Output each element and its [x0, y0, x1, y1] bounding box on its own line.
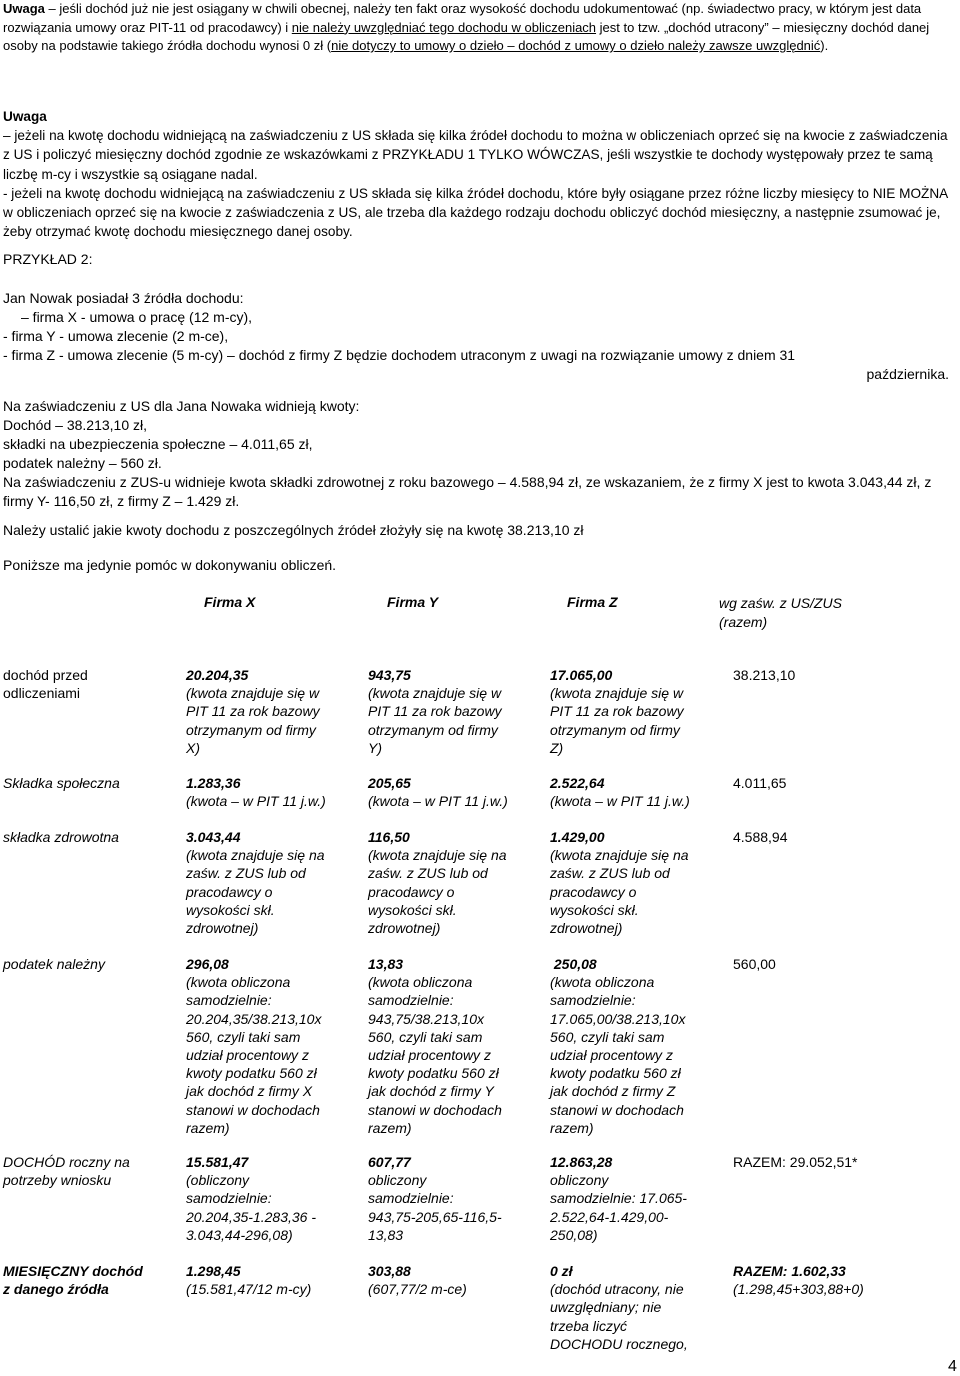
- row-total-value: 4.011,65: [733, 775, 787, 791]
- cell-value: 20.204,35: [186, 667, 249, 683]
- header-firma-z: Firma Z: [567, 594, 618, 610]
- cell-note: (kwota znajduje się na zaśw. z ZUS lub od pracodawcy o wysokości skł. zdrowotnej): [550, 847, 689, 937]
- cell-value: 12.863,28: [550, 1154, 613, 1170]
- header-total: [719, 594, 842, 632]
- cell-value: 13,83: [368, 956, 404, 972]
- row-total: [733, 666, 795, 684]
- top-note-quote: „dochód utracony” – miesięczny dochód danej osoby na podstawie takiego źródła dochodu wynosi 0 zł (: [3, 19, 930, 53]
- row-total: [733, 955, 776, 973]
- cell-note: (kwota – w PIT 11 j.w.): [550, 793, 690, 810]
- cell-note: (kwota obliczona samodzielnie: 943,75/38.213,10x 560, czyli taki sam udział procentowy z kwoty podatku 560 zł jak dochód z firmy Y stanowi w dochodach razem): [368, 974, 502, 1136]
- cell-value: 15.581,47: [186, 1154, 249, 1170]
- cell-firma-x: [186, 955, 321, 1137]
- cell-firma-z: [550, 774, 690, 810]
- top-note-close: ).: [820, 38, 829, 53]
- cell-value: 607,77: [368, 1154, 411, 1170]
- row-total: [733, 774, 786, 792]
- source-3-cont: października.: [866, 366, 949, 382]
- cell-firma-z: [550, 828, 689, 937]
- header-firma-x: Firma X: [204, 594, 256, 610]
- source-3: - firma Z - umowa zlecenie (5 m-cy) – dochód z firmy Z będzie dochodem utraconym z uwagi na rozwiązanie umowy z dniem 31: [3, 347, 796, 363]
- row-total: [733, 1262, 864, 1298]
- sources-intro: Jan Nowak posiadał 3 źródła dochodu:: [3, 290, 244, 306]
- row-total: [733, 1153, 858, 1171]
- row-label: DOCHÓD roczny na potrzeby wniosku: [3, 1154, 130, 1189]
- cell-value: 1.298,45: [186, 1263, 241, 1279]
- cell-note: (kwota – w PIT 11 j.w.): [186, 793, 326, 810]
- cert-line-3: podatek należny – 560 zł.: [3, 455, 162, 471]
- uwaga-paragraph-1: – jeżeli na kwotę dochodu widniejącą na zaświadczeniu z US składa się kilka źródeł dochodu to można w obliczeniach oprzeć się na kwocie z zaświadczenia z US i policzyć miesięczny dochód zgodnie ze wskazówkami z PRZYKŁADU 1 TYLKO WÓWCZAS, jeśli wszystkie te dochody występowały przez te samą liczbę m-cy i wszystkie są osiągane nadal.: [3, 128, 948, 182]
- cell-firma-y: [368, 666, 502, 757]
- header-total-line-1: wg zaśw. z US/ZUS: [719, 595, 842, 611]
- cell-firma-z: [550, 1153, 687, 1244]
- cell-firma-x: [186, 1153, 316, 1244]
- cell-firma-z: [550, 1262, 688, 1353]
- uwaga-section: [3, 107, 953, 241]
- cert-line-2: składki na ubezpieczenia społeczne – 4.011,65 zł,: [3, 436, 313, 452]
- cell-value: 1.429,00: [550, 829, 605, 845]
- help-block: [3, 556, 953, 575]
- cell-firma-y: [368, 1153, 502, 1244]
- example-heading-block: [3, 250, 953, 269]
- cell-note: (kwota znajduje się na zaśw. z ZUS lub od pracodawcy o wysokości skł. zdrowotnej): [186, 847, 325, 937]
- header-firma-y: Firma Y: [387, 594, 439, 610]
- cell-firma-z: [550, 666, 684, 757]
- row-total-value: 4.588,94: [733, 829, 788, 845]
- cell-value: 250,08: [550, 956, 597, 972]
- task-text: Należy ustalić jakie kwoty dochodu z poszczególnych źródeł złożyły się na kwotę 38.213,10 zł: [3, 522, 584, 538]
- cell-note: (obliczony samodzielnie: 20.204,35-1.283,36 - 3.043,44-296,08): [186, 1172, 316, 1243]
- cell-note: (kwota znajduje się w PIT 11 za rok bazowy otrzymanym od firmy X): [186, 685, 320, 756]
- row-label: dochód przed odliczeniami: [3, 667, 88, 702]
- source-2: - firma Y - umowa zlecenie (2 m-ce),: [3, 328, 229, 344]
- row-label: MIESIĘCZNY dochód z danego źródła: [3, 1263, 143, 1298]
- row-label: Składka społeczna: [3, 775, 120, 791]
- cell-note: (kwota obliczona samodzielnie: 17.065,00/38.213,10x 560, czyli taki sam udział procentowy z kwoty podatku 560 zł jak dochód z firmy Z stanowi w dochodach razem): [550, 974, 686, 1136]
- cell-note: obliczony samodzielnie: 943,75-205,65-116,5- 13,83: [368, 1172, 502, 1243]
- task-block: [3, 521, 953, 540]
- cert-line-1: Dochód – 38.213,10 zł,: [3, 417, 147, 433]
- row-label: składka zdrowotna: [3, 829, 119, 845]
- uwaga-title: Uwaga: [3, 109, 47, 124]
- source-1: – firma X - umowa o pracę (12 m-cy),: [21, 309, 253, 325]
- top-note: [3, 0, 953, 56]
- cell-note: obliczony samodzielnie: 17.065- 2.522,64-1.429,00- 250,08): [550, 1172, 687, 1243]
- cell-value: 116,50: [368, 829, 410, 845]
- top-note-end: jest to tzw.: [596, 19, 664, 35]
- top-note-text: – jeśli dochód już nie jest osiągany w chwili obecnej, należy ten fakt oraz wysokość dochodu udokumentować (np. świadectwo pracy, w którym jest data rozwiązania umowy oraz PIT-11 od pracodawcy) i: [3, 1, 922, 35]
- row-total-value: 38.213,10: [733, 667, 796, 683]
- cell-value: 205,65: [368, 775, 411, 791]
- top-note-underlined: nie należy uwzględniać tego dochodu w obliczeniach: [291, 19, 597, 35]
- row-label: podatek należny: [3, 956, 105, 972]
- top-note-underlined2: nie dotyczy to umowy o dzieło – dochód z umowy o dzieło należy zawsze uwzględnić: [331, 38, 821, 53]
- sources-block: [3, 289, 953, 384]
- cert-line-4: Na zaświadczeniu z ZUS-u widnieje kwota składki zdrowotnej z roku bazowego – 4.588,94 zł, ze wskazaniem, że z firmy X jest to kwota 3.043,44 zł, z firmy Y- 116,50 zł, z firmy Z – 1.429 zł.: [3, 474, 932, 509]
- cell-note: (kwota znajduje się w PIT 11 za rok bazowy otrzymanym od firmy Y): [368, 685, 502, 756]
- uwaga-paragraph-2: - jeżeli na kwotę dochodu widniejącą na zaświadczeniu z US składa się kilka źródeł dochodu, które były osiągane przez różne liczby miesięcy to NIE MOŻNA w obliczeniach oprzeć się na kwocie z zaświadczenia z US, ale trzeba dla każdego rodzaju dochodu obliczyć dochód miesięczny, a następnie zsumować je, żeby otrzymać kwotę dochodu miesięcznego danej osoby.: [3, 185, 948, 240]
- header-total-line-2: (razem): [719, 614, 768, 630]
- cert-intro: Na zaświadczeniu z US dla Jana Nowaka widnieją kwoty:: [3, 398, 360, 414]
- cell-note: (kwota – w PIT 11 j.w.): [368, 793, 508, 810]
- row-total-value: RAZEM: 29.052,51*: [733, 1154, 858, 1170]
- cell-firma-y: [368, 1262, 467, 1298]
- cell-value: 296,08: [186, 956, 229, 972]
- cell-value: 2.522,64: [550, 775, 605, 791]
- cell-note: (15.581,47/12 m-cy): [186, 1281, 312, 1298]
- cell-value: 0 zł: [550, 1263, 573, 1279]
- cell-note: (kwota obliczona samodzielnie: 20.204,35/38.213,10x 560, czyli taki sam udział procentowy z kwoty podatku 560 zł jak dochód z firmy X stanowi w dochodach razem): [186, 974, 322, 1136]
- certificate-block: [3, 397, 953, 511]
- cell-firma-y: [368, 828, 507, 937]
- cell-firma-z: [550, 955, 685, 1137]
- cell-note: (kwota znajduje się na zaśw. z ZUS lub od pracodawcy o wysokości skł. zdrowotnej): [368, 847, 507, 937]
- cell-note: (dochód utracony, nie uwzględniany; nie trzeba liczyć DOCHODU rocznego,: [550, 1281, 688, 1352]
- help-text: Poniższe ma jedynie pomóc w dokonywaniu obliczeń.: [3, 557, 337, 573]
- row-total: [733, 828, 788, 846]
- row-total-note: (1.298,45+303,88+0): [733, 1281, 864, 1298]
- cell-value: 943,75: [368, 667, 411, 683]
- cell-value: 1.283,36: [186, 775, 241, 791]
- row-total-value: RAZEM: 1.602,33: [733, 1263, 846, 1279]
- cell-firma-x: [186, 1262, 311, 1298]
- cell-note: (607,77/2 m-ce): [368, 1281, 467, 1298]
- cell-note: (kwota znajduje się w PIT 11 za rok bazowy otrzymanym od firmy Z): [550, 685, 684, 756]
- example-heading: PRZYKŁAD 2:: [3, 251, 93, 267]
- row-total-value: 560,00: [733, 956, 776, 972]
- cell-value: 3.043,44: [186, 829, 241, 845]
- page-number: 4: [948, 1358, 957, 1375]
- cell-firma-x: [186, 666, 320, 757]
- top-note-title: Uwaga: [3, 1, 45, 16]
- cell-firma-y: [368, 955, 502, 1137]
- cell-value: 17.065,00: [550, 667, 613, 683]
- cell-firma-y: [368, 774, 508, 810]
- cell-value: 303,88: [368, 1263, 411, 1279]
- cell-firma-x: [186, 774, 326, 810]
- cell-firma-x: [186, 828, 325, 937]
